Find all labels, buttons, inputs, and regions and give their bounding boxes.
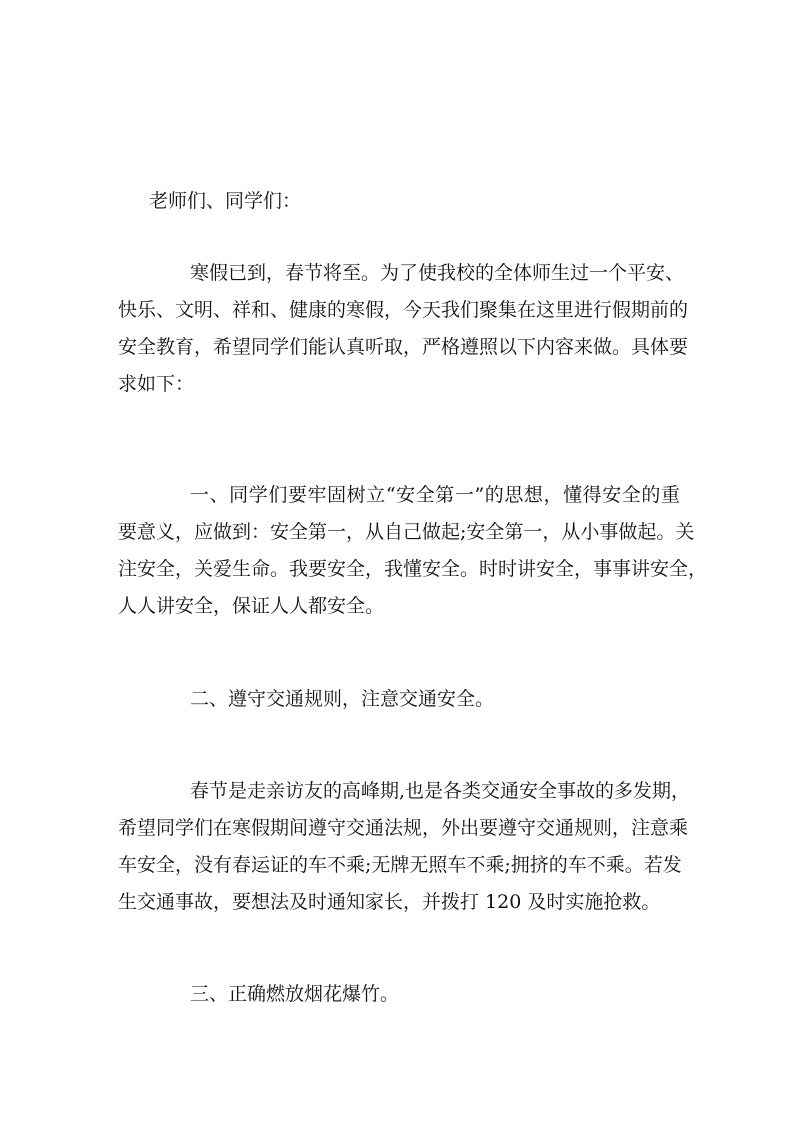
text-line: 求如下： bbox=[118, 373, 195, 395]
text-line: 车安全，没有春运证的车不乘;无牌无照车不乘;拥挤的车不乘。若发 bbox=[118, 854, 682, 876]
text-line: 要意义，应做到：安全第一，从自己做起;安全第一，从小事做起。关 bbox=[118, 521, 695, 543]
text-line: 快乐、文明、祥和、健康的寒假，今天我们聚集在这里进行假期前的 bbox=[118, 299, 689, 321]
text-line: 生交通事故，要想法及时通知家长，并拨打 120 及时实施抢救。 bbox=[118, 891, 661, 913]
section-heading: 三、正确燃放烟花爆竹。 bbox=[190, 983, 400, 1005]
text-line: 人人讲安全，保证人人都安全。 bbox=[118, 595, 385, 617]
text-line: 一、同学们要牢固树立“安全第一”的思想，懂得安全的重 bbox=[190, 484, 680, 506]
text-line: 希望同学们在寒假期间遵守交通法规，外出要遵守交通规则，注意乘 bbox=[118, 817, 689, 839]
text-line: 安全教育，希望同学们能认真听取，严格遵照以下内容来做。具体要 bbox=[118, 336, 689, 358]
text-line: 春节是走亲访友的高峰期,也是各类交通安全事故的多发期， bbox=[190, 780, 691, 802]
text-line: 寒假已到，春节将至。为了使我校的全体师生过一个平安、 bbox=[190, 262, 685, 284]
text-line: 注安全，关爱生命。我要安全，我懂安全。时时讲安全，事事讲安全， bbox=[118, 558, 708, 580]
section-heading: 二、遵守交通规则，注意交通安全。 bbox=[190, 688, 495, 710]
greeting: 老师们、同学们： bbox=[149, 190, 302, 212]
